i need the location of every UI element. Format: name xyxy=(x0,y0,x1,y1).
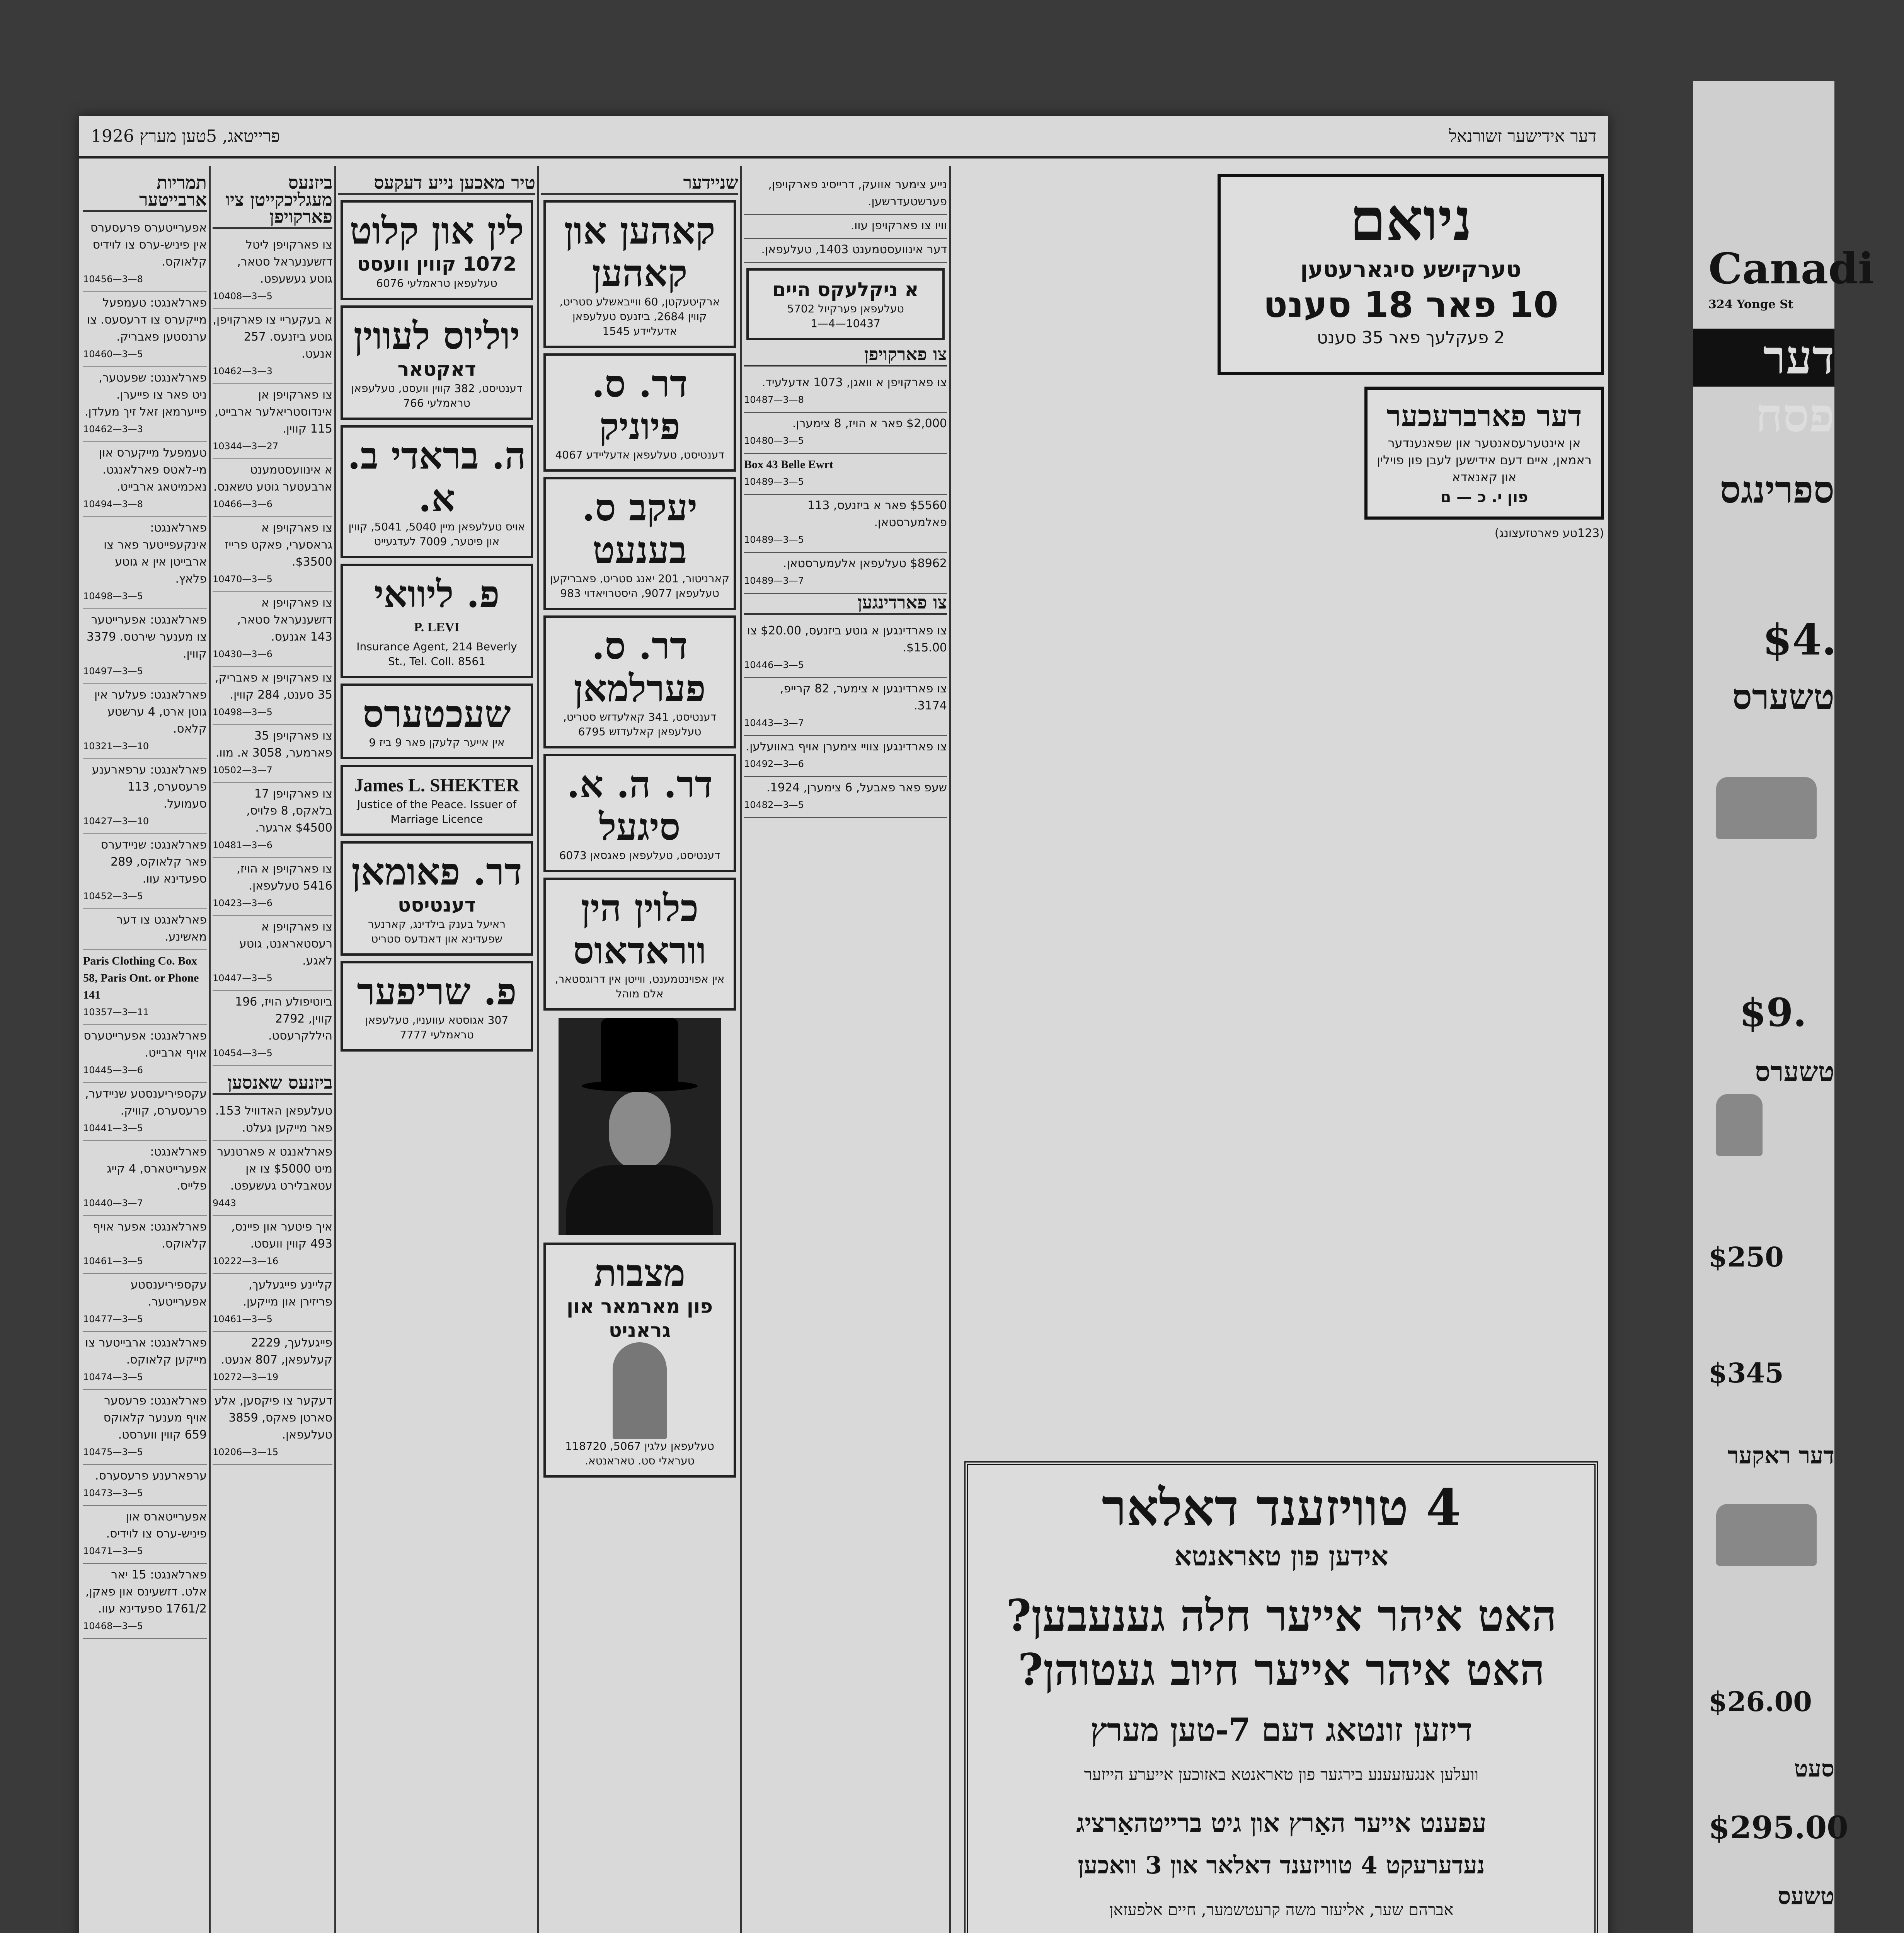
ad-details: דענטיסט, טעלעפאן פאגסאן 6073 xyxy=(559,849,720,862)
label: סעט xyxy=(1794,1755,1834,1782)
ad-details: דענטיסט, טעלעפאן אדעליידע 4067 xyxy=(555,448,724,461)
classified-number: 10272—3—19 xyxy=(213,1372,279,1382)
classified-text: $5560 פאר א ביזנעס, 113 פאלמערסטאן. xyxy=(807,499,947,529)
classified-number: 10468—3—5 xyxy=(83,1621,143,1631)
classified-ad xyxy=(213,1390,332,1465)
classified-ad xyxy=(213,858,332,916)
professional-ad xyxy=(543,200,736,348)
ad-details: ארקיטעקטן, 60 ווייבאשלע סטריט, קווין 2684, ביזנעס טעלעפאן אדעליידע 1545 xyxy=(559,295,720,338)
cigarette-ad xyxy=(1218,174,1604,375)
classified-ad xyxy=(83,759,207,834)
classified-number: 10452—3—5 xyxy=(83,891,143,902)
professional-ad xyxy=(341,961,533,1052)
story-author: פון י. כ — ם xyxy=(1440,488,1528,506)
classified-ad xyxy=(744,454,947,495)
classified-text: צו פארקויפן 17 בלאקס, 8 פלויס, $4500 ארגער. xyxy=(246,787,332,835)
ad-title: ה. בראדי ב. א. xyxy=(347,434,526,520)
classified-text: צו פארקויפן 35 פארמער, 3058 א. מוו. xyxy=(215,729,332,760)
section-header: תמריות ארבייטער xyxy=(83,174,207,212)
classified-ad xyxy=(213,384,332,459)
classified-text: פארלאנגט: ארבייטער צו מייקען קלאוקס. xyxy=(85,1336,207,1367)
classified-ad xyxy=(744,413,947,454)
classified-list xyxy=(213,234,332,1066)
cigarette-price: 10 פאר 18 סענט xyxy=(1263,284,1558,326)
column-professional-ads xyxy=(338,174,535,1933)
classified-ad xyxy=(213,592,332,667)
classified-ad xyxy=(83,442,207,517)
ad-title: פ. שריפער xyxy=(357,970,517,1013)
classified-text: צו פארקויפן אן אינדוסטריאלער ארבייט, 115 קווין. xyxy=(215,388,332,436)
adjacent-springs: ספרינגס xyxy=(1720,468,1834,511)
classified-number: 10466—3—6 xyxy=(213,499,272,510)
classified-ad xyxy=(83,1390,207,1465)
column-rule xyxy=(537,166,539,1933)
ad-title: דר. ס. פערלמאן xyxy=(574,624,706,710)
classified-text: פארלאנגט: שניידערס פאר קלאוקס, 289 ספעדינא עוו. xyxy=(100,838,207,886)
professional-ad xyxy=(341,564,533,678)
classified-text: צו פארקויפן א דזשענעראל סטאר, 143 אגנעס. xyxy=(237,596,332,644)
classified-text: ערפארענע פרעסערס. xyxy=(95,1469,207,1483)
ad-details: אין אייער קלעקן פאר 9 ביז 9 xyxy=(369,736,505,749)
monument-subtitle: פון מארמאר און גראניט xyxy=(566,1295,713,1342)
classified-ad xyxy=(83,517,207,609)
classified-number: 10454—3—5 xyxy=(213,1048,272,1059)
masthead-left: פרייטאג, 5טען מערץ 1926 xyxy=(91,126,280,146)
classified-number: 10477—3—5 xyxy=(83,1314,143,1324)
classified-text: צו פארדינגען צוויי צימערן אויף באוועלען. xyxy=(746,740,947,753)
classified-number: 10445—3—6 xyxy=(83,1065,143,1076)
monument-ad xyxy=(543,1243,736,1478)
column-for-sale-business xyxy=(213,174,332,1933)
classified-number: 10475—3—5 xyxy=(83,1447,143,1457)
section-header: ביזנעס שאנסען xyxy=(213,1074,332,1095)
charity-date: דיזען זונטאג דעם 7-טען מערץ xyxy=(1090,1711,1473,1749)
classified-text: וויו צו פארקויפן עוו. xyxy=(850,219,947,232)
classified-ad xyxy=(83,1083,207,1141)
classified-text: קליינע פייגעלעך, פריזירן און מייקען. xyxy=(243,1278,332,1309)
portrait-photo xyxy=(559,1018,721,1235)
classified-list xyxy=(213,1100,332,1465)
serial-story-box xyxy=(1364,387,1604,520)
classified-text: פארלאנגט צו דער מאשינע. xyxy=(116,913,207,944)
classified-ad xyxy=(744,174,947,215)
ad-title: דר. ה. א. סיגעל xyxy=(567,762,713,849)
nicklex-phone: טעלעפאן פערקיול 5702 xyxy=(787,302,904,315)
column-dentists xyxy=(541,174,738,1933)
classified-number: 10447—3—5 xyxy=(213,973,272,984)
classified-text: פארלאנגט: טעמפעל מייקערס צו דרעסעס. צו ערנסטען פאבריק. xyxy=(87,296,207,344)
professional-ad xyxy=(341,765,533,836)
monument-icon xyxy=(613,1342,667,1439)
section-header: צו פארקויפן xyxy=(744,346,947,366)
classified-text: פארלאנגט א פארטנער מיט $5000 צו אן עטאבלירט געשעפט. xyxy=(217,1145,332,1193)
masthead-right: דער אידישער זשורנאל xyxy=(1449,126,1596,146)
ad-subtitle: דענטיסט xyxy=(398,894,476,916)
nicklex-num: 10437—4—1 xyxy=(811,317,880,330)
classified-ad xyxy=(213,1100,332,1141)
professional-ad xyxy=(543,754,736,872)
classified-number: 10446—3—5 xyxy=(744,660,804,670)
classified-text: טעלעפאן האדוויל 153. פאר מייקען געלט. xyxy=(215,1104,332,1135)
section-header: שניידער xyxy=(541,174,738,195)
ad-title: יעקב ס. בענעט xyxy=(582,486,698,572)
adjacent-page xyxy=(1693,81,1874,1933)
classified-ad xyxy=(744,495,947,553)
column-rule xyxy=(334,166,336,1933)
classified-list xyxy=(744,372,947,594)
classified-number: 10321—3—10 xyxy=(83,741,149,752)
classified-text: שעפ פאר פאבעל, 6 צימערן, 1924. xyxy=(766,781,947,794)
ad-details: אין אפוינטמענט, ווייטן אין דרוגסטאר, אלם מוהל xyxy=(555,973,725,1000)
classified-number: 10482—3—5 xyxy=(744,799,804,810)
adjacent-address: 324 Yonge St xyxy=(1708,298,1793,311)
professional-ad xyxy=(341,684,533,759)
ad-details: 307 אגוסטא עוועניו, טעלעפאן טראמלעי 7777 xyxy=(365,1014,509,1041)
classified-text: צו פארקויפן א פאבריק, 35 סענט, 284 קווין. xyxy=(215,671,332,702)
classified-text: צו פארקויפן א וואגן, 1073 אדעלעיד. xyxy=(761,376,947,389)
ad-title: דר. ס. פיוניק xyxy=(591,362,688,448)
story-subtitle: אן אינטערעסאנטער און שפאנענדער ראמאן, איים דעם אידישען לעבן פון פוילין און קאנאדא xyxy=(1377,436,1592,484)
label: דער ראקער xyxy=(1727,1442,1834,1469)
professional-ad xyxy=(341,425,533,558)
classified-number: 10344—3—27 xyxy=(213,441,279,452)
rocker-image xyxy=(1716,1504,1817,1566)
ad-title: James L. SHEKTER xyxy=(354,775,520,796)
label: טשערס xyxy=(1755,1055,1834,1088)
ad-list xyxy=(541,200,738,1011)
cigarette-brand: ניואם xyxy=(1349,186,1472,254)
cigarette-subtitle: טערקישע סיגארעטען xyxy=(1300,256,1521,282)
classified-number: 10473—3—5 xyxy=(83,1488,143,1498)
classified-text: פארלאנגט: אפערייטארס, 4 קייג פלייס. xyxy=(107,1145,207,1193)
column-rule xyxy=(949,166,951,1933)
classified-ad xyxy=(213,1141,332,1216)
charity-appeal: עפענט אייער האַרץ און גיט ברייטהאַרציג xyxy=(1076,1808,1487,1838)
price: $9. xyxy=(1739,990,1807,1035)
charity-question-1: האט איהר אייער חלה גענעבען? xyxy=(1006,1590,1557,1641)
classified-number: 10480—3—5 xyxy=(744,435,804,446)
classified-ad xyxy=(213,1216,332,1274)
classified-text: Paris Clothing Co. Box 58, Paris Ont. or Phone 141 xyxy=(83,955,199,1001)
newspaper-page xyxy=(79,116,1608,1933)
classified-text: טעמפעל מייקערס און מי-לאטס פארלאנגט. נאכמיטאג ארבייט. xyxy=(99,446,207,494)
classified-ad xyxy=(83,909,207,950)
column-real-estate xyxy=(744,174,947,1454)
column-story xyxy=(953,174,1604,1454)
classified-text: נייע צימער אוועק, דרייסיג פארקויפן, פערשטעדרשען. xyxy=(768,178,947,208)
professional-ad xyxy=(543,353,736,472)
classified-text: $2,000 פאר א הויז, 8 צימערן. xyxy=(792,417,947,430)
classified-number: 10487—3—8 xyxy=(744,394,804,405)
adjacent-masthead: Canadi xyxy=(1708,244,1874,293)
label: טשערס xyxy=(1732,677,1834,718)
classified-number: 10222—3—16 xyxy=(213,1256,279,1267)
classified-text: ביוטיפולע הויז, 196 קווין, 2792 היללקרעסט. xyxy=(235,995,332,1043)
charity-question-2: האט איהר אייער חיוב געטוהן? xyxy=(1018,1645,1545,1695)
classified-text: פארלאנגט: אפערייטערס אויף ארבייט. xyxy=(83,1029,207,1060)
classified-ad xyxy=(83,367,207,442)
price: $4. xyxy=(1763,615,1837,665)
classified-ad xyxy=(83,950,207,1025)
story-title: דער פארברעכער xyxy=(1386,399,1582,433)
column-help-wanted xyxy=(83,174,207,1933)
classified-number: 10408—3—5 xyxy=(213,291,272,302)
ad-details: דענטיסט, 382 קווין וועסט, טעלעפאן טראמלעי 766 xyxy=(351,382,523,409)
price: $250 xyxy=(1708,1241,1784,1273)
classified-ad xyxy=(213,991,332,1066)
classified-ad xyxy=(213,916,332,991)
classified-ad xyxy=(83,684,207,759)
classified-text: א בעקעריי צו פארקויפן, גוטע ביזנעס. 257 אנעט. xyxy=(213,313,332,361)
ad-title: כלוין הין ווראדאוס xyxy=(573,886,707,972)
classified-text: פארלאנגט: פרעסער אויף מענער קלאוקס 659 קווין ווערסט. xyxy=(103,1394,207,1442)
classified-ad xyxy=(83,1564,207,1639)
sofa-image xyxy=(1716,777,1817,839)
classified-ad xyxy=(83,1465,207,1506)
price: $295.00 xyxy=(1708,1809,1848,1846)
classified-number: 10489—3—5 xyxy=(744,476,804,487)
classified-number: 10427—3—10 xyxy=(83,816,149,827)
classified-number: 10441—3—5 xyxy=(83,1123,143,1134)
classified-number: 10357—3—11 xyxy=(83,1007,149,1018)
classified-list xyxy=(83,217,207,1639)
classified-text: פארלאנגט: 15 יאר אלט. דזשעינס און פאקן, 1761/2 ספעדינא עוו. xyxy=(85,1568,207,1616)
charity-subheadline: אידען פון טאראנטא xyxy=(1174,1540,1388,1572)
classified-number: 10489—3—7 xyxy=(744,575,804,586)
classified-ad xyxy=(213,725,332,783)
charity-body: וועלען אנגעזעענע בירגער פון טאראנטא באזוכען אייערע הייזער xyxy=(1084,1765,1479,1784)
classified-number: 10494—3—8 xyxy=(83,499,143,510)
classified-text: פייגעלעך, 2229 קעלעפאן, 807 אנעט. xyxy=(221,1336,332,1367)
classified-ad xyxy=(213,783,332,858)
classified-ad xyxy=(83,834,207,909)
classified-text: צו פארדינגען א צימער, 82 קרייפ, 3174. xyxy=(780,682,947,713)
classified-text: אפערייטערס פרעסערס אין פיניש-ערס צו לוידיס קלאוקס. xyxy=(90,221,207,269)
nicklex-title: א ניקלעקס היים xyxy=(772,278,919,301)
classified-ad xyxy=(744,678,947,736)
charity-signatures: אברהם שער, אליעזר משה קרעטשמער, חיים אלפעזאן xyxy=(1109,1900,1454,1919)
professional-ad xyxy=(543,878,736,1011)
classified-text: עקספיריענסטע שניידער, פרעסערס, קוויק. xyxy=(85,1087,207,1118)
classified-number: 10492—3—6 xyxy=(744,759,804,769)
ad-list xyxy=(338,200,535,1052)
professional-ad xyxy=(543,615,736,748)
classified-number: 10462—3—3 xyxy=(213,366,272,377)
classified-ad xyxy=(213,234,332,309)
section-header: צו פארדינגען xyxy=(744,594,947,615)
classified-text: א אינוועסטמענט ארבעטער גוטע טשאנס. xyxy=(213,463,332,494)
ad-details: ראיעל בענק בילדינג, קארנער שפעדינא און דאנדעס סטריט xyxy=(368,918,506,945)
classified-number: 10461—3—5 xyxy=(213,1314,272,1324)
classified-number: 10443—3—7 xyxy=(744,718,804,728)
classified-number: 10460—3—5 xyxy=(83,349,143,360)
section-header: ביזנעס מעגליכקייטן ציו פארקויפן xyxy=(213,174,332,229)
masthead xyxy=(79,116,1608,159)
classified-text: צו פארדינגען א גוטע ביזנעס, $20.00 צו $15.00. xyxy=(747,624,947,655)
ad-details: Justice of the Peace. Issuer of Marriage Licence xyxy=(357,798,517,825)
classified-number: 10498—3—5 xyxy=(83,591,143,602)
charity-ad xyxy=(964,1461,1598,1933)
classified-ad xyxy=(744,239,947,263)
classified-text: אפערייטארס און פיניש-ערס צו לוידיס. xyxy=(106,1510,207,1541)
classified-text: איך פיטער און פיינס, 493 קווין וועסט. xyxy=(231,1220,332,1251)
classified-text: דעקער צו פיקסען, אלע סארטן פאקס, 3859 טעלעפאן. xyxy=(214,1394,332,1442)
classified-number: 10440—3—7 xyxy=(83,1198,143,1209)
classified-ad xyxy=(744,372,947,413)
classified-number: 9443 xyxy=(213,1198,237,1209)
ad-details: דענטיסט, 341 קאלעדזש סטריט, טעלעפאן קאלעדזש 6795 xyxy=(563,711,717,738)
section-header: טיר מאכען נייע דעקעס xyxy=(338,174,535,195)
chair-image xyxy=(1716,1094,1763,1156)
classified-number: 10497—3—5 xyxy=(83,666,143,677)
classified-ad xyxy=(213,309,332,384)
ad-subtitle: 1072 קווין וועסט xyxy=(357,253,517,275)
ad-subtitle: דאקטאר xyxy=(397,358,476,380)
classified-list xyxy=(744,174,947,263)
ad-details: אויס טעלעפאן מיין 5040, 5041, קווין און פיטער, 7009 לעדגעייט xyxy=(348,520,525,548)
nicklex-ad xyxy=(746,268,945,340)
classified-number: 10461—3—5 xyxy=(83,1256,143,1267)
ad-title: יוליוס לעווין xyxy=(353,314,520,358)
classified-ad xyxy=(83,1025,207,1083)
classified-number: 10470—3—5 xyxy=(213,574,272,585)
ad-details: קארניטור, 201 יאנג סטריט, פאבריקען טעלעפאן 9077, היסטרויאדוי 983 xyxy=(550,572,730,600)
label: טשעס xyxy=(1778,1883,1834,1910)
classified-ad xyxy=(744,553,947,594)
classified-text: פארלאנגט: ערפארענע פרעסערס, 113 סעמועל. xyxy=(92,763,207,811)
classified-text: פארלאנגט: אפער אויף קלאוקס. xyxy=(93,1220,207,1251)
ad-details: Insurance Agent, 214 Beverly St., Tel. Coll. 8561 xyxy=(356,640,517,668)
classified-number: 10430—3—6 xyxy=(213,649,272,660)
classified-text: צו פארקויפן א הויז, 5416 טעלעפאן. xyxy=(237,862,332,893)
classified-number: 10498—3—5 xyxy=(213,707,272,718)
classified-number: 10502—3—7 xyxy=(213,765,272,776)
classified-ad xyxy=(213,459,332,517)
story-chapter: (123טע פארטזעצונג) xyxy=(1494,527,1604,540)
classified-text: צו פארקויפן א גראסערי, פאקט פרייז $3500. xyxy=(225,521,332,569)
classified-ad xyxy=(83,1332,207,1390)
ad-title: קאהען און קאהען xyxy=(564,209,715,295)
professional-ad xyxy=(341,305,533,420)
professional-ad xyxy=(543,477,736,610)
monument-address: טעלעפאן עלגין 5067, 118720 טעראלי סט. טאראנטא. xyxy=(565,1440,714,1467)
classified-text: $8962 טעלעפאן אלעמערסטאן. xyxy=(783,557,947,570)
classified-ad xyxy=(213,1332,332,1390)
classified-ad xyxy=(213,517,332,592)
classified-ad xyxy=(744,620,947,678)
classified-text: פארלאנגט: אפערייטער צו מענער שירטס. 3379 קווין. xyxy=(86,613,207,661)
column-rule xyxy=(740,166,742,1933)
classified-ad xyxy=(213,1274,332,1332)
classified-ad xyxy=(83,217,207,292)
classified-number: 10474—3—5 xyxy=(83,1372,143,1382)
classified-text: עקספיריענסטע אפערייטער. xyxy=(130,1278,207,1309)
professional-ad xyxy=(341,200,533,300)
classified-text: פארלאנגט: אינקעפייטער פאר צו ארבייטן אין א גוטע פלאץ. xyxy=(104,521,207,586)
ad-details: טעלעפאן טראמלעי 6076 xyxy=(376,277,497,290)
classified-ad xyxy=(83,609,207,684)
classified-text: Box 43 Belle Ewrt xyxy=(744,458,833,471)
classified-ad xyxy=(213,667,332,725)
classified-number: 10481—3—6 xyxy=(213,840,272,851)
classified-ad xyxy=(83,1216,207,1274)
column-rule xyxy=(209,166,211,1933)
classified-ad xyxy=(83,1506,207,1564)
classified-ad xyxy=(744,777,947,818)
classified-ad xyxy=(83,292,207,367)
classified-ad xyxy=(744,736,947,777)
classified-text: דער אינוועסטמענט 1403, טעלעפאן. xyxy=(761,243,947,256)
classified-number: 10206—3—15 xyxy=(213,1447,279,1457)
ad-subtitle: P. LEVI xyxy=(414,620,460,634)
classified-text: צו פארקויפן א רעסטאראנט, גוטע לאגע. xyxy=(239,920,332,968)
classified-list xyxy=(744,620,947,818)
classified-text: פארלאנגט: פעלער אין גוטן ארט, 4 ערשטע קלאס. xyxy=(94,688,207,736)
classified-ad xyxy=(83,1141,207,1216)
classified-number: 10471—3—5 xyxy=(83,1546,143,1556)
professional-ad xyxy=(341,841,533,956)
classified-text: פארלאנגט: שפעטער, ניט פאר צו פייערן. פייערמאן זאל זיך מעלדן. xyxy=(84,371,207,419)
charity-goal: נעדערעקט 4 טוויזענד דאלאר און 3 וואכען xyxy=(1078,1851,1485,1879)
classified-number: 10489—3—5 xyxy=(744,534,804,545)
ad-title: שעכטערס xyxy=(363,692,511,736)
classified-number: 10462—3—3 xyxy=(83,424,143,435)
price: $26.00 xyxy=(1708,1686,1812,1718)
cigarette-price-2: 2 פעקלעך פאר 35 סענט xyxy=(1316,328,1505,348)
classified-ad xyxy=(83,1274,207,1332)
price: $345 xyxy=(1708,1357,1784,1389)
classified-text: צו פארקויפן ליטל דזשענעראל סטאר, גוטע געשעפט. xyxy=(237,238,332,286)
classified-number: 10456—3—8 xyxy=(83,274,143,285)
ad-title: דר. פאומאן xyxy=(351,850,522,893)
ad-title: לין און קלוט xyxy=(349,209,524,252)
classified-ad xyxy=(744,215,947,239)
ad-title: פ. ליוואי xyxy=(374,572,500,616)
adjacent-banner: דער פסח xyxy=(1693,329,1834,387)
charity-headline: 4 טוויזענד דאלאר xyxy=(1102,1478,1461,1537)
monument-title: מצבות xyxy=(594,1251,686,1295)
classified-number: 10423—3—6 xyxy=(213,898,272,909)
